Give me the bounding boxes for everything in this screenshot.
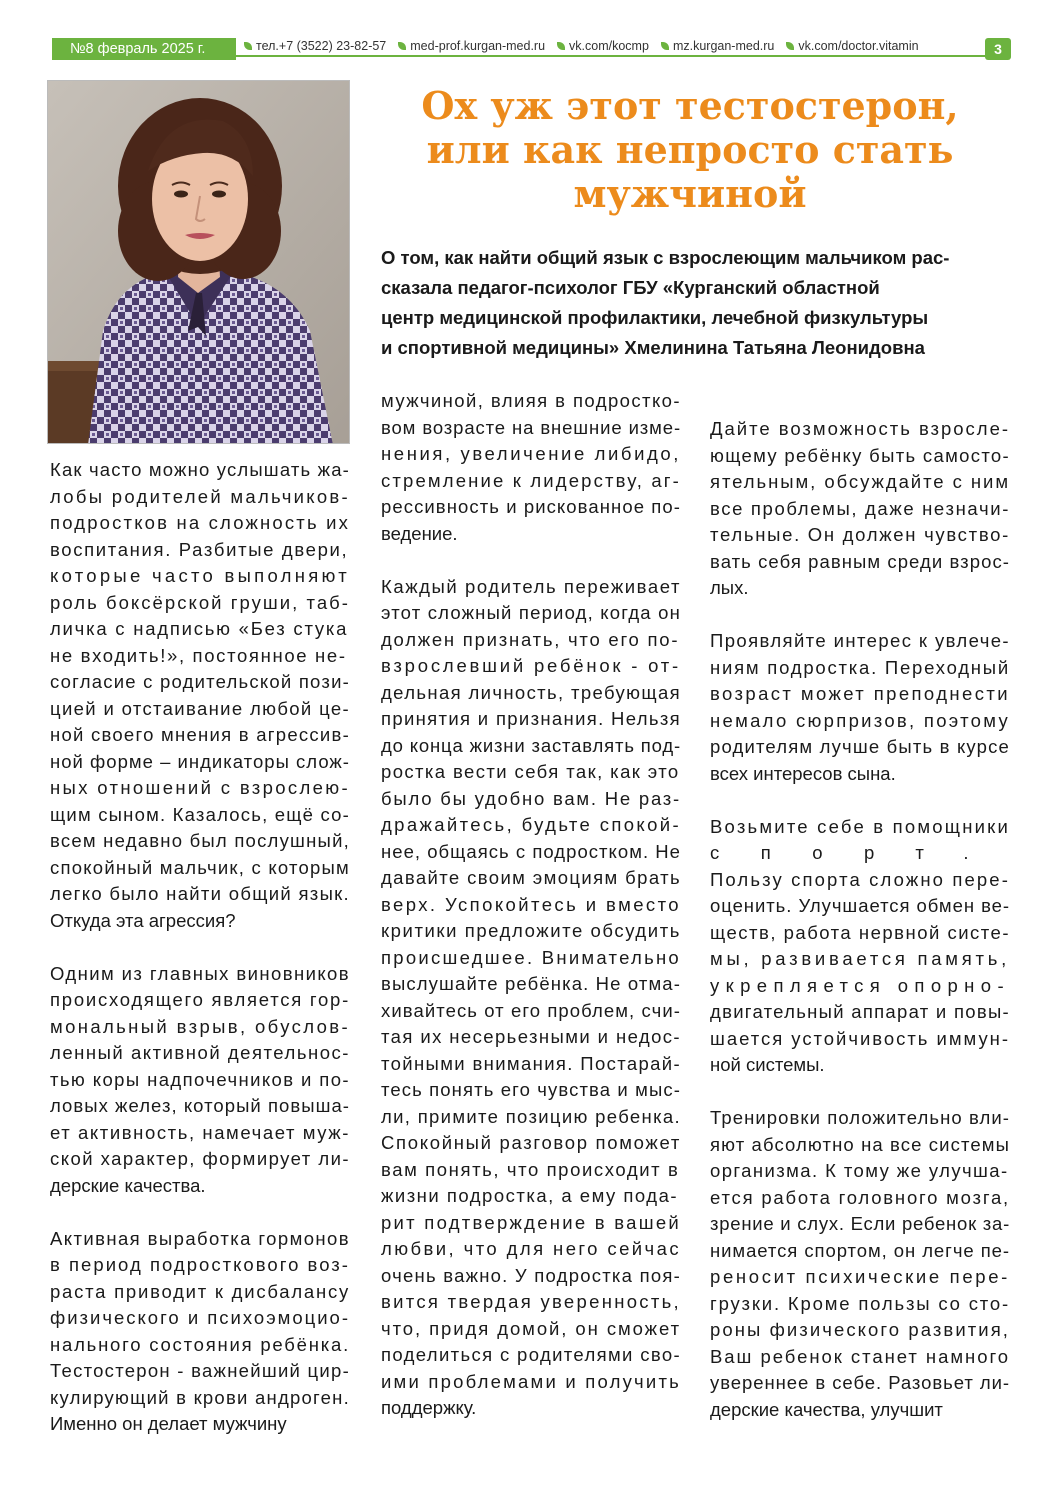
text-line: увереннее в себе. Разовьет ли- (710, 1372, 1010, 1393)
text-line: нимается спортом, он легче пе- (710, 1239, 1010, 1261)
text-line: верх. Успокойтесь и вместо (381, 893, 681, 915)
text-line: кулирующий в крови андроген. (50, 1386, 350, 1408)
text-line: согласие с родительской пози- (50, 671, 350, 692)
text-line: оценить. Улучшается обмен ве- (710, 895, 1010, 916)
text-line: спорт. (710, 842, 1010, 863)
lead-line: О том, как найти общий язык с взрослеющим мальчиком рас- (381, 247, 950, 268)
text-line: личка с надписью «Без стука (50, 618, 349, 639)
text-column-2 (381, 388, 681, 1422)
title-line: или как непросто стать (426, 127, 954, 172)
text-line: воспитания. Разбитые двери, (50, 538, 349, 560)
text-line: происшедшее. Внимательно (381, 946, 681, 968)
text-line: поделиться с родителями сво- (381, 1344, 681, 1365)
text-line: ной своего мнения в агрессив- (50, 724, 350, 745)
contact-phone (244, 39, 386, 53)
text-line: мы, развивается память, (710, 948, 1010, 969)
text-line: ной системы. (710, 1054, 825, 1075)
text-line: ющему ребёнку быть самосто- (710, 444, 1010, 466)
text-line: ловых желез, который повыша- (50, 1095, 350, 1116)
paragraph-gap (710, 787, 1010, 814)
text-line: нения, увеличение либидо, (381, 443, 681, 464)
text-line: нального состояния ребёнка. (50, 1333, 350, 1355)
text-line: немало сюрпризов, поэтому (710, 709, 1010, 731)
paragraph-gap (50, 1199, 350, 1226)
page-number: 3 (985, 38, 1011, 60)
text-line: ли, примите позицию ребенка. (381, 1105, 681, 1127)
text-line: выслушайте ребёнка. Не отма- (381, 973, 681, 994)
text-line: спокойный мальчик, с которым (50, 856, 350, 878)
text-line: жизни подростка, а ему пода- (381, 1185, 679, 1206)
leaf-icon (786, 42, 794, 50)
text-line: до конца жизни заставлять под- (381, 734, 681, 756)
text-line: критики предложите обсудить (381, 920, 681, 941)
text-line: ниям подростка. Переходный (710, 656, 1010, 678)
text-line: мональный взрыв, обуслов- (50, 1015, 350, 1037)
text-line: должен признать, что его по- (381, 628, 680, 650)
text-line: этот сложный период, когда он (381, 602, 681, 623)
text-line: было бы удобно вам. Не раз- (381, 787, 681, 809)
text-line: не входить!», постоянное не- (50, 644, 347, 666)
text-line: возраст может преподнести (710, 683, 1010, 704)
text-line: принятия и признания. Нельзя (381, 708, 681, 729)
text-line: вом возрасте на внешние изме- (381, 416, 681, 438)
text-line: Активная выработка гормонов (50, 1227, 350, 1249)
text-line: тельные. Он должен чувство- (710, 524, 1010, 545)
text-line: ется работа головного мозга, (710, 1186, 1010, 1208)
paragraph-gap (50, 934, 350, 961)
text-line: хивайтесь от его проблем, счи- (381, 999, 681, 1021)
text-line: дерские качества. (50, 1174, 206, 1196)
contact-text: тел.+7 (3522) 23-82-57 (256, 39, 387, 53)
contact-site[interactable] (398, 39, 545, 53)
text-line: дерские качества, улучшит (710, 1398, 943, 1420)
text-line: поддержку. (381, 1397, 477, 1418)
text-line: рессивность и рискованное по- (381, 496, 681, 517)
article-title (370, 84, 1010, 216)
text-line: укрепляется опорно- (710, 974, 1010, 996)
text-line: в период подросткового воз- (50, 1254, 350, 1275)
text-line: Как часто можно услышать жа- (50, 459, 350, 480)
text-line: дельная личность, требующая (381, 681, 681, 703)
text-line: зрение и слух. Если ребенок за- (710, 1213, 1010, 1234)
issue-label: №8 февраль 2025 г. (52, 38, 236, 60)
lead-line: и спортивной медицины» Хмелинина Татьяна Леонидовна (381, 337, 925, 358)
paragraph-gap (710, 1079, 1010, 1106)
text-line: тесь понять его чувства и мыс- (381, 1079, 681, 1100)
text-line: рит подтверждение в вашей (381, 1211, 681, 1233)
contact-text[interactable]: vk.com/doctor.vitamin (798, 39, 919, 53)
text-line: что, придя домой, он сможет (381, 1317, 681, 1339)
text-line: организма. К тому же улучша- (710, 1160, 1009, 1181)
text-line: роль боксёрской груши, таб- (50, 591, 350, 613)
text-line: всех интересов сына. (710, 762, 896, 784)
text-line: тая их несерьезными и недос- (381, 1026, 681, 1047)
text-line: Откуда эта агрессия? (50, 909, 236, 931)
text-line: ятельным, обсуждайте с ним (710, 471, 1010, 492)
text-line: реносит психические пере- (710, 1266, 1010, 1287)
contact-vk[interactable] (557, 39, 649, 53)
text-line: Пользу спорта сложно пере- (710, 868, 1010, 890)
text-line: щим сыном. Казалось, ещё со- (50, 803, 350, 825)
leaf-icon (557, 42, 565, 50)
text-line: яют абсолютно на все системы (710, 1133, 1010, 1155)
text-line: стремление к лидерству, аг- (381, 469, 681, 491)
text-line: взрослевший ребёнок - от- (381, 655, 681, 676)
text-line: Тренировки положительно вли- (710, 1107, 1010, 1128)
text-line: любви, что для него сейчас (381, 1238, 681, 1259)
paragraph-gap (381, 547, 681, 574)
text-line: ими проблемами и получить (381, 1370, 681, 1392)
text-line: родителям лучше быть в курсе (710, 736, 1010, 757)
text-line: тойными внимания. Постарай- (381, 1052, 681, 1074)
lead-line: сказала педагог-психолог ГБУ «Курганский областной (381, 277, 880, 298)
text-line: все проблемы, даже незначи- (710, 497, 1010, 519)
contacts-bar (244, 37, 919, 55)
text-line: роны физического развития, (710, 1319, 1010, 1340)
text-line: двигательный аппарат и повы- (710, 1001, 1010, 1022)
text-column-3 (710, 416, 1010, 1423)
paragraph-gap (710, 602, 1010, 629)
text-column-1 (50, 457, 350, 1438)
text-line: легко было найти общий язык. (50, 883, 350, 904)
text-line: ской характер, формирует ли- (50, 1148, 350, 1169)
text-line: мужчиной, влияя в подростко- (381, 390, 681, 411)
article-lead (381, 243, 1013, 363)
title-line: Ох уж этот тестостерон, (421, 83, 959, 128)
text-line: Тестостерон - важнейший цир- (50, 1360, 350, 1381)
text-line: Одним из главных виновников (50, 962, 350, 984)
text-line: тью коры надпочечников и по- (50, 1068, 350, 1090)
text-line: давайте своим эмоциям брать (381, 867, 681, 888)
text-line: дражайтесь, будьте спокой- (381, 814, 681, 835)
text-line: Проявляйте интерес к увлече- (710, 630, 1010, 651)
text-line: лых. (710, 577, 749, 598)
leaf-icon (398, 42, 406, 50)
contact-ministry-site[interactable] (661, 39, 774, 53)
text-line: ведение. (381, 522, 458, 544)
text-line: очень важно. У подростка поя- (381, 1264, 681, 1286)
contact-text[interactable]: med-prof.kurgan-med.ru (410, 39, 546, 53)
text-line: ростка вести себя так, как это (381, 761, 680, 782)
text-line: Дайте возможность взросле- (710, 418, 1010, 439)
text-line: ной форме – индикаторы слож- (50, 750, 350, 772)
text-line: происходящего является гор- (50, 989, 350, 1010)
text-line: ет активность, намечает муж- (50, 1121, 350, 1143)
text-line: подростков на сложность их (50, 512, 350, 533)
text-line: вам понять, что происходит в (381, 1158, 680, 1180)
contact-vk-doctor[interactable] (786, 39, 918, 53)
text-line: лобы родителей мальчиков- (50, 485, 350, 507)
contact-text[interactable]: vk.com/kocmp (569, 39, 649, 53)
header-rule (236, 55, 988, 57)
author-portrait-photo (47, 80, 350, 444)
leaf-icon (244, 42, 252, 50)
text-line: цией и отстаивание любой це- (50, 697, 350, 719)
contact-text[interactable]: mz.kurgan-med.ru (672, 39, 775, 53)
text-line: грузки. Кроме пользы со сто- (710, 1292, 1010, 1314)
text-line: ществ, работа нервной систе- (710, 921, 1010, 943)
text-line: которые часто выполняют (50, 565, 350, 586)
text-line: Ваш ребенок станет намного (710, 1345, 1010, 1367)
text-line: Спокойный разговор поможет (381, 1132, 681, 1153)
title-line: мужчиной (573, 171, 807, 216)
text-line: ных отношений с взрослею- (50, 777, 350, 798)
text-line: Возьмите себе в помощники (710, 815, 1010, 837)
text-line: физического и психоэмоцио- (50, 1307, 350, 1328)
text-line: Каждый родитель переживает (381, 575, 681, 597)
text-line: ленный активной деятельнос- (50, 1042, 350, 1063)
text-line: раста приводит к дисбалансу (50, 1280, 350, 1302)
text-line: вать себя равным среди взрос- (710, 550, 1010, 572)
leaf-icon (661, 42, 669, 50)
lead-line: центр медицинской профилактики, лечебной физкультуры (381, 307, 929, 328)
text-line: вится твердая уверенность, (381, 1291, 681, 1312)
text-line: нее, общаясь с подростком. Не (381, 840, 681, 862)
text-line: Именно он делает мужчину (50, 1413, 287, 1434)
text-line: шается устойчивость иммун- (710, 1027, 1010, 1049)
text-line: всем недавно был послушный, (50, 830, 350, 851)
